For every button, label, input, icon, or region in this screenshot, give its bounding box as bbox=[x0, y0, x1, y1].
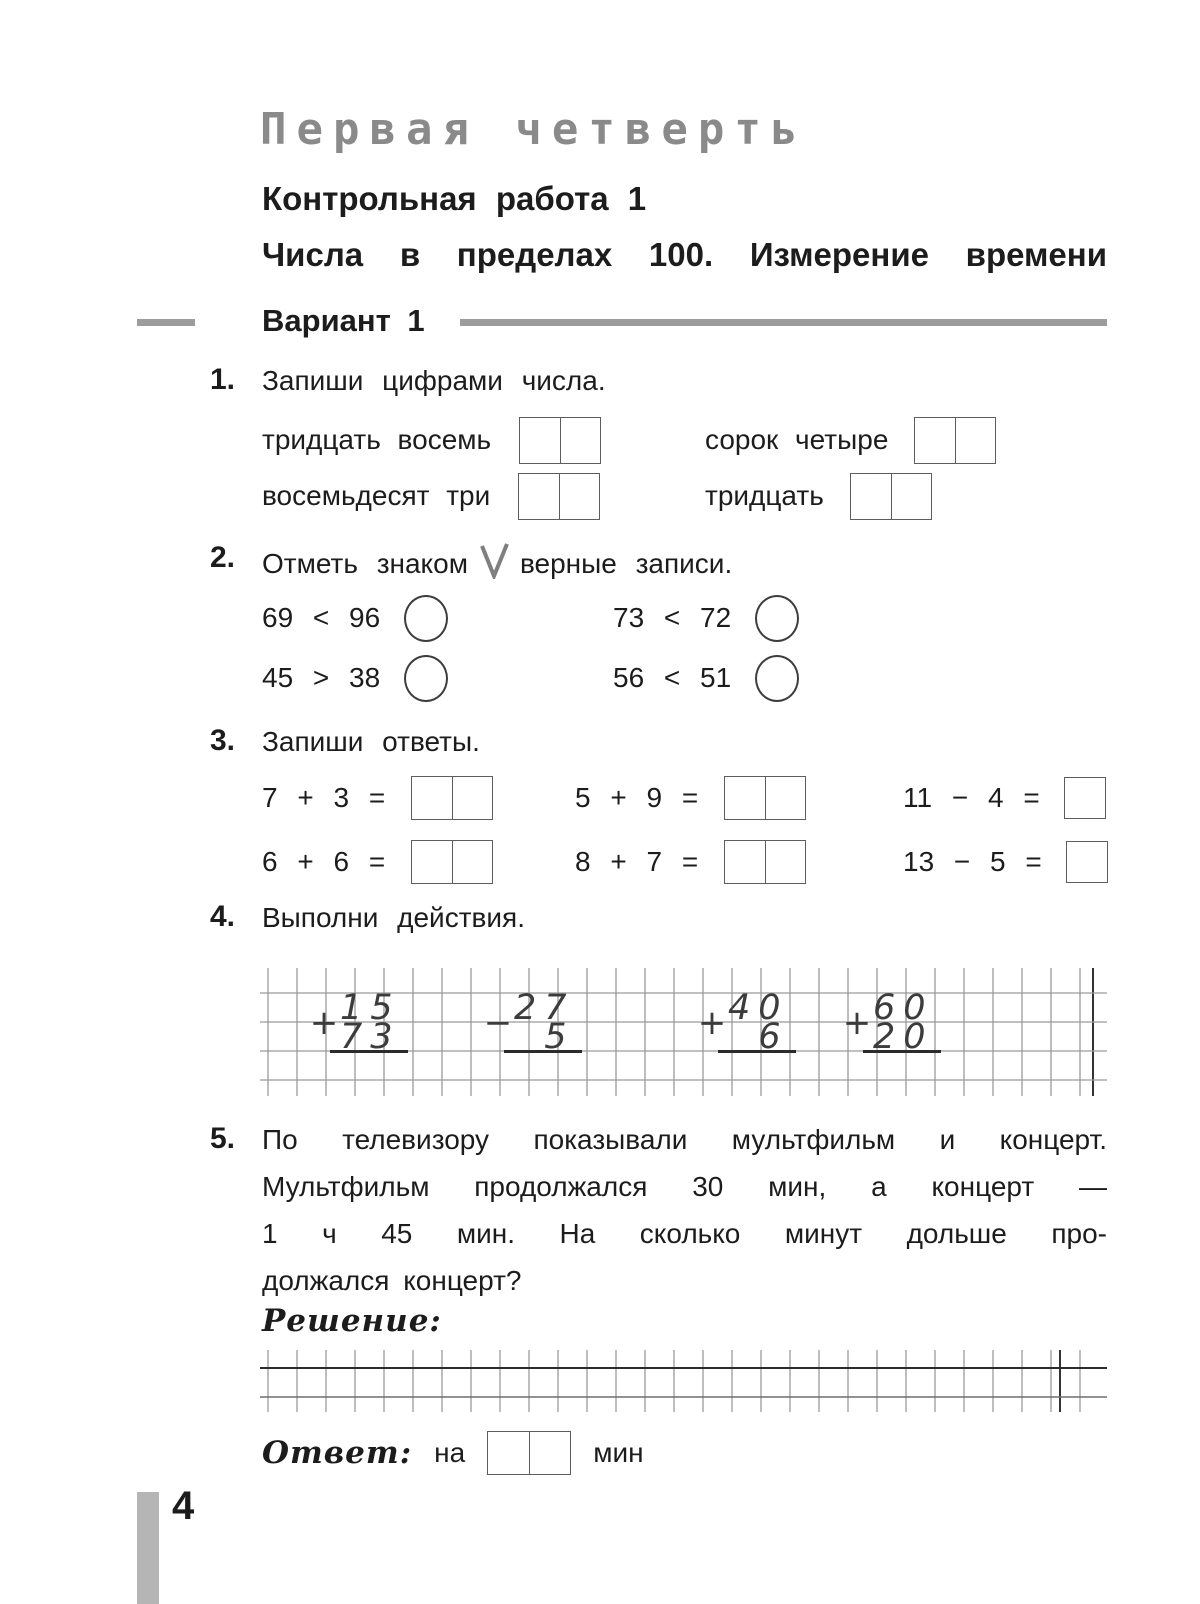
squared-paper-solution[interactable] bbox=[260, 1348, 1107, 1414]
task-2-title bbox=[262, 543, 732, 586]
comparison: 45 > 38 bbox=[262, 662, 381, 693]
task-3-title: Запиши ответы. bbox=[262, 726, 480, 757]
answer-box[interactable] bbox=[724, 776, 806, 820]
svg-text:+: + bbox=[842, 1003, 872, 1043]
task-3-row-2 bbox=[262, 834, 1162, 890]
check-icon bbox=[478, 543, 510, 586]
answer-box[interactable] bbox=[724, 840, 806, 884]
work-subtitle: Числа в пределах 100. Измерение времени bbox=[262, 236, 1107, 273]
page-number: 4 bbox=[172, 1484, 195, 1528]
answer-box[interactable] bbox=[1064, 777, 1106, 819]
svg-text:−: − bbox=[483, 1003, 513, 1043]
number-word: восемьдесят три bbox=[262, 480, 491, 511]
svg-text:6: 6 bbox=[758, 1017, 789, 1057]
equation: 7 + 3 = bbox=[262, 782, 386, 813]
quarter-header: Первая четверть bbox=[260, 104, 808, 155]
task-1-title: Запиши цифрами числа. bbox=[262, 365, 606, 396]
answer-box[interactable] bbox=[914, 417, 996, 464]
number-word: тридцать bbox=[705, 480, 824, 511]
problem-text-line: Мультфильм продолжался 30 мин, а концерт — bbox=[262, 1171, 1107, 1202]
task-3-row-1 bbox=[262, 770, 1162, 826]
answer-box[interactable] bbox=[411, 776, 493, 820]
answer-box[interactable] bbox=[850, 473, 932, 520]
svg-text:+: + bbox=[309, 1003, 339, 1043]
squared-paper-worksheet[interactable] bbox=[260, 968, 1107, 1096]
task-4-title: Выполни действия. bbox=[262, 902, 525, 933]
answer-label: Ответ: bbox=[262, 1435, 413, 1471]
equation: 11 − 4 = bbox=[903, 782, 1040, 813]
problem-text-line: должался концерт? bbox=[262, 1265, 522, 1296]
svg-text:73: 73 bbox=[340, 1017, 401, 1057]
problem-text-line: По телевизору показывали мультфильм и концерт. bbox=[262, 1124, 1107, 1155]
task-3-number: 3. bbox=[210, 724, 236, 757]
number-word: тридцать восемь bbox=[262, 424, 492, 455]
equation: 8 + 7 = bbox=[575, 846, 699, 877]
variant-label: Вариант 1 bbox=[262, 303, 425, 338]
svg-text:15: 15 bbox=[340, 988, 401, 1028]
task-4-number: 4. bbox=[210, 900, 236, 933]
work-title: Контрольная работа 1 bbox=[262, 180, 647, 217]
answer-box[interactable] bbox=[519, 417, 601, 464]
task-2-title-after: верные записи. bbox=[519, 548, 733, 579]
check-circle[interactable] bbox=[755, 595, 799, 642]
task-2-row-1 bbox=[262, 592, 1107, 644]
svg-text:60: 60 bbox=[873, 988, 934, 1028]
task-5-number: 5. bbox=[210, 1122, 236, 1155]
answer-suffix: мин bbox=[593, 1437, 644, 1468]
task-2-row-2 bbox=[262, 652, 1107, 704]
check-circle[interactable] bbox=[755, 655, 799, 702]
equation: 13 − 5 = bbox=[903, 846, 1042, 877]
answer-row bbox=[262, 1428, 644, 1478]
answer-box[interactable] bbox=[1066, 841, 1108, 883]
page-margin-bar bbox=[137, 1492, 159, 1604]
variant-rule-left bbox=[137, 319, 195, 326]
comparison: 69 < 96 bbox=[262, 602, 381, 633]
check-circle[interactable] bbox=[404, 595, 448, 642]
svg-text:27: 27 bbox=[514, 988, 575, 1028]
equation: 5 + 9 = bbox=[575, 782, 699, 813]
check-circle[interactable] bbox=[404, 655, 448, 702]
answer-prefix: на bbox=[434, 1437, 466, 1468]
answer-box[interactable] bbox=[487, 1431, 571, 1475]
comparison: 56 < 51 bbox=[613, 662, 732, 693]
task-1-row-2 bbox=[262, 468, 1107, 524]
answer-box[interactable] bbox=[518, 473, 600, 520]
answer-box[interactable] bbox=[411, 840, 493, 884]
equation: 6 + 6 = bbox=[262, 846, 386, 877]
comparison: 73 < 72 bbox=[613, 602, 732, 633]
svg-text:40: 40 bbox=[728, 988, 789, 1028]
task-2-number: 2. bbox=[210, 541, 236, 574]
variant-rule-right bbox=[460, 319, 1107, 326]
problem-text-line: 1 ч 45 мин. На сколько минут дольше про- bbox=[262, 1218, 1107, 1249]
number-word: сорок четыре bbox=[705, 424, 889, 455]
task-2-title-before: Отметь знаком bbox=[262, 548, 468, 579]
task-1-number: 1. bbox=[210, 363, 236, 396]
svg-text:20: 20 bbox=[873, 1017, 934, 1057]
svg-text:5: 5 bbox=[544, 1017, 575, 1057]
task-1-row-1 bbox=[262, 412, 1107, 468]
svg-text:+: + bbox=[697, 1003, 727, 1043]
solution-label: Решение: bbox=[262, 1303, 442, 1339]
